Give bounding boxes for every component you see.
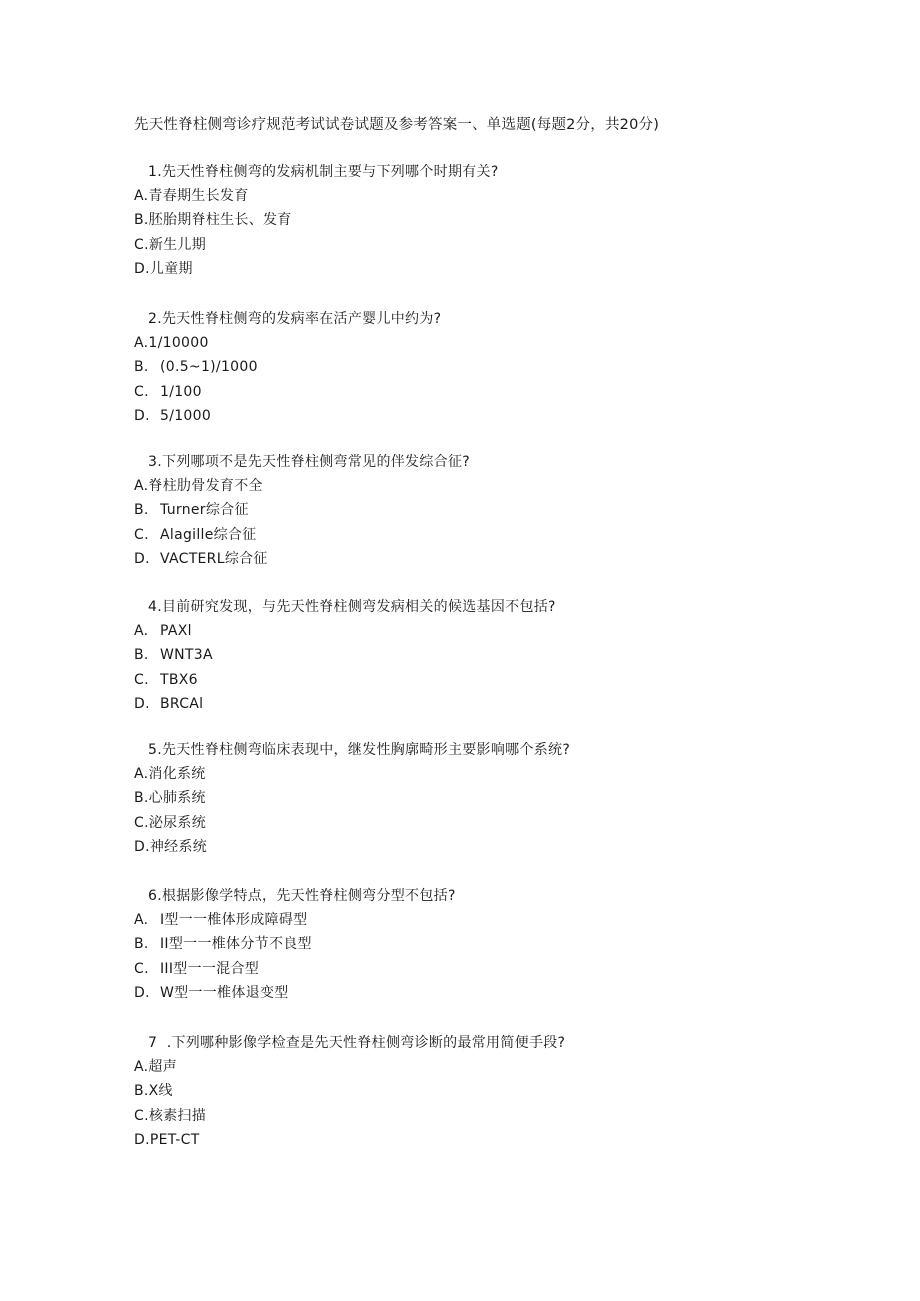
option-b xyxy=(134,1080,834,1104)
option-letter: B. xyxy=(134,212,149,229)
option-letter: B. xyxy=(134,359,149,376)
option-text: 心肺系统 xyxy=(148,790,206,807)
question-2 xyxy=(134,308,834,429)
question-stem: 6.根据影像学特点，先天性脊柱侧弯分型不包括? xyxy=(148,888,456,904)
option-b xyxy=(134,209,834,233)
option-text: 胚胎期脊柱生长、发育 xyxy=(148,212,292,229)
option-c xyxy=(134,381,834,405)
option-letter: D. xyxy=(134,1131,150,1148)
option-d xyxy=(134,836,834,860)
option-letter: B. xyxy=(134,502,149,519)
question-1 xyxy=(134,161,834,282)
option-text: 消化系统 xyxy=(148,766,206,782)
option-a xyxy=(134,1056,834,1080)
option-text: 神经系统 xyxy=(149,838,208,855)
option-letter: C. xyxy=(134,526,149,543)
option-letter: C. xyxy=(134,814,149,831)
question-7 xyxy=(134,1032,834,1153)
option-letter: D. xyxy=(134,695,150,712)
option-letter: A. xyxy=(134,188,149,204)
option-letter: B. xyxy=(134,647,149,664)
option-text: WNT3A xyxy=(160,647,213,664)
option-text: X线 xyxy=(148,1083,173,1100)
option-letter: C. xyxy=(134,383,149,400)
option-text: (0.5~1)/1000 xyxy=(160,359,258,376)
option-text: 1/100 xyxy=(160,383,202,400)
option-b xyxy=(134,787,834,811)
option-c xyxy=(134,669,834,693)
question-stem: 3.下列哪项不是先天性脊柱侧弯常见的伴发综合征? xyxy=(148,454,470,470)
option-letter: A. xyxy=(134,766,149,782)
option-text: Turner综合征 xyxy=(160,502,249,519)
option-c xyxy=(134,524,834,548)
option-text: PET-CT xyxy=(149,1131,200,1148)
option-text: I型一一椎体形成障碍型 xyxy=(160,912,308,928)
question-stem: 5.先天性脊柱侧弯临床表现中，继发性胸廓畸形主要影响哪个系统? xyxy=(148,742,571,758)
option-letter: D. xyxy=(134,984,150,1001)
option-letter: A. xyxy=(134,623,149,639)
option-letter: A. xyxy=(134,1059,149,1075)
option-text: III型一一混合型 xyxy=(160,960,260,977)
option-a xyxy=(134,332,834,356)
option-text: VACTERL综合征 xyxy=(160,550,268,567)
option-letter: C. xyxy=(134,960,149,977)
option-b xyxy=(134,933,834,957)
option-text: TBX6 xyxy=(160,671,198,688)
option-letter: D. xyxy=(134,260,150,277)
option-a xyxy=(134,763,834,787)
option-letter: B. xyxy=(134,790,149,807)
option-letter: A. xyxy=(134,912,149,928)
option-text: 儿童期 xyxy=(149,260,193,277)
option-a xyxy=(134,620,834,644)
option-text: 超声 xyxy=(148,1059,177,1075)
option-c xyxy=(134,234,834,258)
option-d xyxy=(134,1129,834,1153)
option-text: II型一一椎体分节不良型 xyxy=(160,936,312,953)
option-d xyxy=(134,258,834,282)
option-letter: D. xyxy=(134,550,150,567)
question-stem: 7 .下列哪种影像学检查是先天性脊柱侧弯诊断的最常用简便手段? xyxy=(148,1035,566,1051)
option-b xyxy=(134,499,834,523)
option-d xyxy=(134,548,834,572)
question-5 xyxy=(134,739,834,860)
option-a xyxy=(134,185,834,209)
option-text: 核素扫描 xyxy=(148,1107,207,1124)
document-title: 先天性脊柱侧弯诊疗规范考试试卷试题及参考答案一、单选题(每题2分，共20分) xyxy=(134,117,660,133)
option-a xyxy=(134,475,834,499)
option-text: 5/1000 xyxy=(160,407,212,424)
question-stem: 1.先天性脊柱侧弯的发病机制主要与下列哪个时期有关? xyxy=(148,164,499,180)
question-3 xyxy=(134,451,834,572)
option-d xyxy=(134,405,834,429)
option-text: 新生儿期 xyxy=(148,236,207,253)
option-text: BRCAl xyxy=(160,695,204,712)
option-text: 泌尿系统 xyxy=(148,814,207,831)
option-c xyxy=(134,958,834,982)
option-letter: C. xyxy=(134,1107,149,1124)
option-c xyxy=(134,812,834,836)
option-b xyxy=(134,644,834,668)
option-text: Alagille综合征 xyxy=(160,526,257,543)
option-letter: D. xyxy=(134,407,150,424)
question-stem: 2.先天性脊柱侧弯的发病率在活产婴儿中约为? xyxy=(148,311,442,327)
option-a xyxy=(134,909,834,933)
option-letter: C. xyxy=(134,236,149,253)
option-text: 脊柱肋骨发育不全 xyxy=(148,478,263,494)
option-c xyxy=(134,1105,834,1129)
option-text: 1/10000 xyxy=(148,335,209,351)
option-letter: C. xyxy=(134,671,149,688)
option-letter: A. xyxy=(134,335,149,351)
option-letter: D. xyxy=(134,838,150,855)
option-letter: B. xyxy=(134,936,149,953)
option-b xyxy=(134,356,834,380)
option-d xyxy=(134,693,834,717)
question-4 xyxy=(134,596,834,717)
option-d xyxy=(134,982,834,1006)
option-letter: A. xyxy=(134,478,149,494)
option-text: W型一一椎体退变型 xyxy=(160,984,289,1001)
option-text: PAXl xyxy=(160,623,192,639)
option-letter: B. xyxy=(134,1083,149,1100)
question-stem: 4.目前研究发现，与先天性脊柱侧弯发病相关的候选基因不包括? xyxy=(148,599,556,615)
question-6 xyxy=(134,885,834,1006)
option-text: 青春期生长发育 xyxy=(148,188,249,204)
